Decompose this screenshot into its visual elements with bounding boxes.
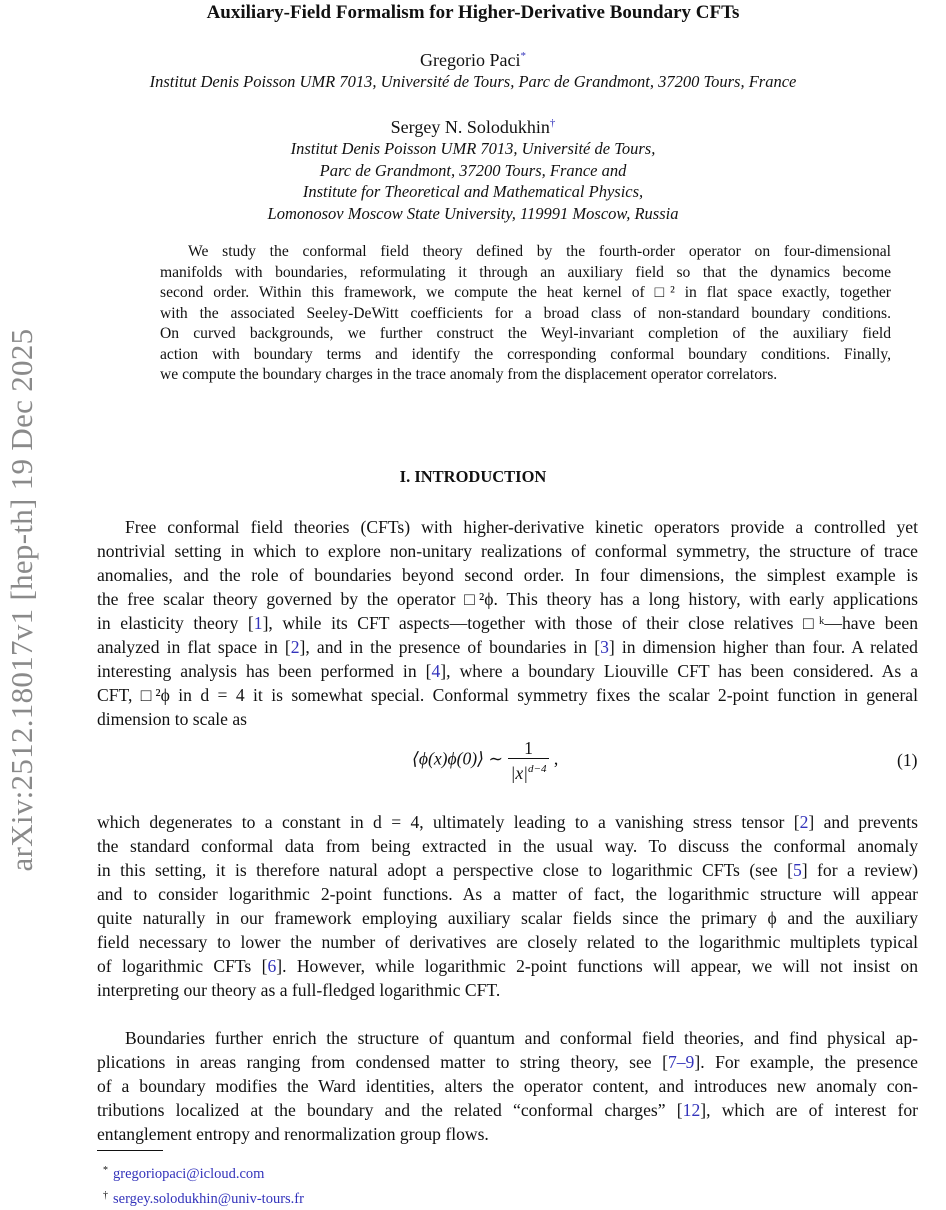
citation-link[interactable]: 4: [431, 661, 441, 681]
text-line: second order. Within this framework, we compute the heat kernel of □² in flat space exactly, together: [160, 284, 891, 301]
text-line: of a boundary modifies the Ward identities, alters the operator content, and introduces new anomaly con-: [97, 1076, 918, 1096]
section-heading: I. INTRODUCTION: [399, 467, 547, 486]
footnote-2: [103, 1185, 304, 1210]
footnote-1: [103, 1160, 304, 1185]
affiliation-line: Parc de Grandmont, 37200 Tours, France and: [319, 160, 627, 180]
text-line: quite naturally in our framework employing auxiliary scalar fields since the primary ϕ and the auxiliary: [97, 908, 918, 928]
footnote-mark: *: [103, 1165, 108, 1176]
paper-title: Auxiliary-Field Formalism for Higher-Derivative Boundary CFTs: [206, 2, 740, 23]
text-line: we compute the boundary charges in the trace anomaly from the displacement operator correlators.: [160, 366, 778, 383]
text-line: analyzed in flat space in [2], and in the presence of boundaries in [3] in dimension higher than four. A related: [97, 637, 918, 657]
text-line: in this setting, it is therefore natural adopt a perspective close to logarithmic CFTs (see [5] for a review): [97, 860, 918, 880]
text-line: We study the conformal field theory defined by the fourth-order operator on four-dimensional: [188, 243, 891, 260]
author-block-2: [0, 117, 946, 224]
text-line: of logarithmic CFTs [6]. However, while logarithmic 2-point functions will appear, we will not insist on: [97, 956, 918, 976]
intro-paragraph-2: [97, 1026, 918, 1146]
email-link[interactable]: gregoriopaci@icloud.com: [113, 1166, 265, 1182]
citation-link[interactable]: 5: [792, 860, 802, 880]
equation-trail: ,: [553, 748, 559, 769]
text-line: Free conformal field theories (CFTs) with higher-derivative kinetic operators provide a controlled yet: [125, 517, 918, 537]
text-line: nontrivial setting in which to explore non-unitary realizations of conformal symmetry, the structure of trace: [97, 541, 918, 561]
citation-link[interactable]: 7–9: [667, 1052, 695, 1072]
affiliation-line: Institute for Theoretical and Mathematical Physics,: [302, 182, 644, 201]
footnote-link[interactable]: *: [520, 50, 526, 62]
text-line: CFT, □²ϕ in d = 4 it is somewhat special. Conformal symmetry fixes the scalar 2-point function in general: [97, 685, 918, 705]
equation-lhs: ⟨ϕ(x)ϕ(0)⟩ ∼: [412, 748, 504, 769]
text-line: dimension to scale as: [97, 709, 248, 729]
text-line: the free scalar theory governed by the operator □²ϕ. This theory has a long history, with early applications: [97, 589, 918, 609]
text-line: entanglement entropy and renormalization group flows.: [97, 1124, 489, 1144]
citation-link[interactable]: 2: [799, 812, 809, 832]
email-link[interactable]: sergey.solodukhin@univ-tours.fr: [113, 1191, 304, 1207]
author-name: Sergey N. Solodukhin: [390, 117, 550, 137]
equation-number: (1): [897, 750, 918, 770]
text-line: which degenerates to a constant in d = 4, ultimately leading to a vanishing stress tensor [2] and prevents: [97, 812, 918, 832]
text-line: tributions localized at the boundary and the related “conformal charges” [12], which are of interest for: [97, 1100, 918, 1120]
citation-link[interactable]: 1: [253, 613, 263, 633]
text-line: action with boundary terms and identify the corresponding conformal boundary conditions. Finally,: [160, 345, 891, 363]
equation-numerator: 1: [524, 738, 533, 758]
text-line: plications in areas ranging from condensed matter to string theory, see [7–9]. For example, the presence: [97, 1052, 918, 1072]
author-name: Gregorio Paci: [420, 50, 521, 70]
affiliation-line: Institut Denis Poisson UMR 7013, Université de Tours,: [290, 139, 656, 158]
text-line: the standard conformal data from being extracted in the usual way. To discuss the conformal anomaly: [97, 836, 918, 856]
text-line: On curved backgrounds, we further construct the Weyl-invariant completion of the auxiliary field: [160, 325, 891, 342]
affiliation: Institut Denis Poisson UMR 7013, Université de Tours, Parc de Grandmont, 37200 Tours, France: [149, 72, 797, 91]
text-line: Boundaries further enrich the structure of quantum and conformal field theories, and find physical ap-: [125, 1028, 918, 1048]
text-line: manifolds with boundaries, reformulating it through an auxiliary field so that the dynamics become: [160, 263, 891, 281]
citation-link[interactable]: 2: [290, 637, 300, 657]
text-line: with the associated Seeley-DeWitt coefficients for a broad class of non-standard boundary conditions.: [160, 304, 891, 322]
footnote-rule: [97, 1150, 163, 1151]
intro-paragraph-1-continued: [97, 810, 918, 1002]
citation-link[interactable]: 6: [267, 956, 277, 976]
author-block-1: [0, 50, 946, 93]
footnote-mark: †: [103, 1190, 108, 1201]
footnotes: [103, 1160, 304, 1210]
text-line: field necessary to lower the number of derivatives are closely related to the logarithmic multiplets typical: [97, 932, 918, 952]
citation-link[interactable]: 3: [600, 637, 609, 657]
citation-link[interactable]: 12: [682, 1100, 701, 1120]
affiliation-line: Lomonosov Moscow State University, 119991 Moscow, Russia: [267, 203, 679, 223]
text-line: interesting analysis has been performed in [4], where a boundary Liouville CFT has been considered. As a: [97, 661, 918, 681]
text-line: and to consider logarithmic 2-point functions. As a matter of fact, the logarithmic structure will appear: [97, 884, 918, 904]
intro-paragraph-1: [97, 515, 918, 731]
text-line: anomalies, and the role of boundaries beyond second order. In four dimensions, the simplest example is: [97, 565, 918, 585]
text-line: in elasticity theory [1], while its CFT aspects—together with those of their close relatives □ᵏ—have been: [97, 613, 918, 633]
text-line: interpreting our theory as a full-fledged logarithmic CFT.: [97, 980, 501, 1000]
abstract: [160, 242, 891, 386]
arxiv-stamp: arXiv:2512.18017v1 [hep-th] 19 Dec 2025: [4, 328, 39, 872]
equation-fraction: [508, 738, 550, 783]
equation-denominator: |x|: [510, 762, 529, 783]
equation-exponent: d−4: [528, 763, 547, 775]
footnote-link[interactable]: †: [549, 117, 556, 129]
